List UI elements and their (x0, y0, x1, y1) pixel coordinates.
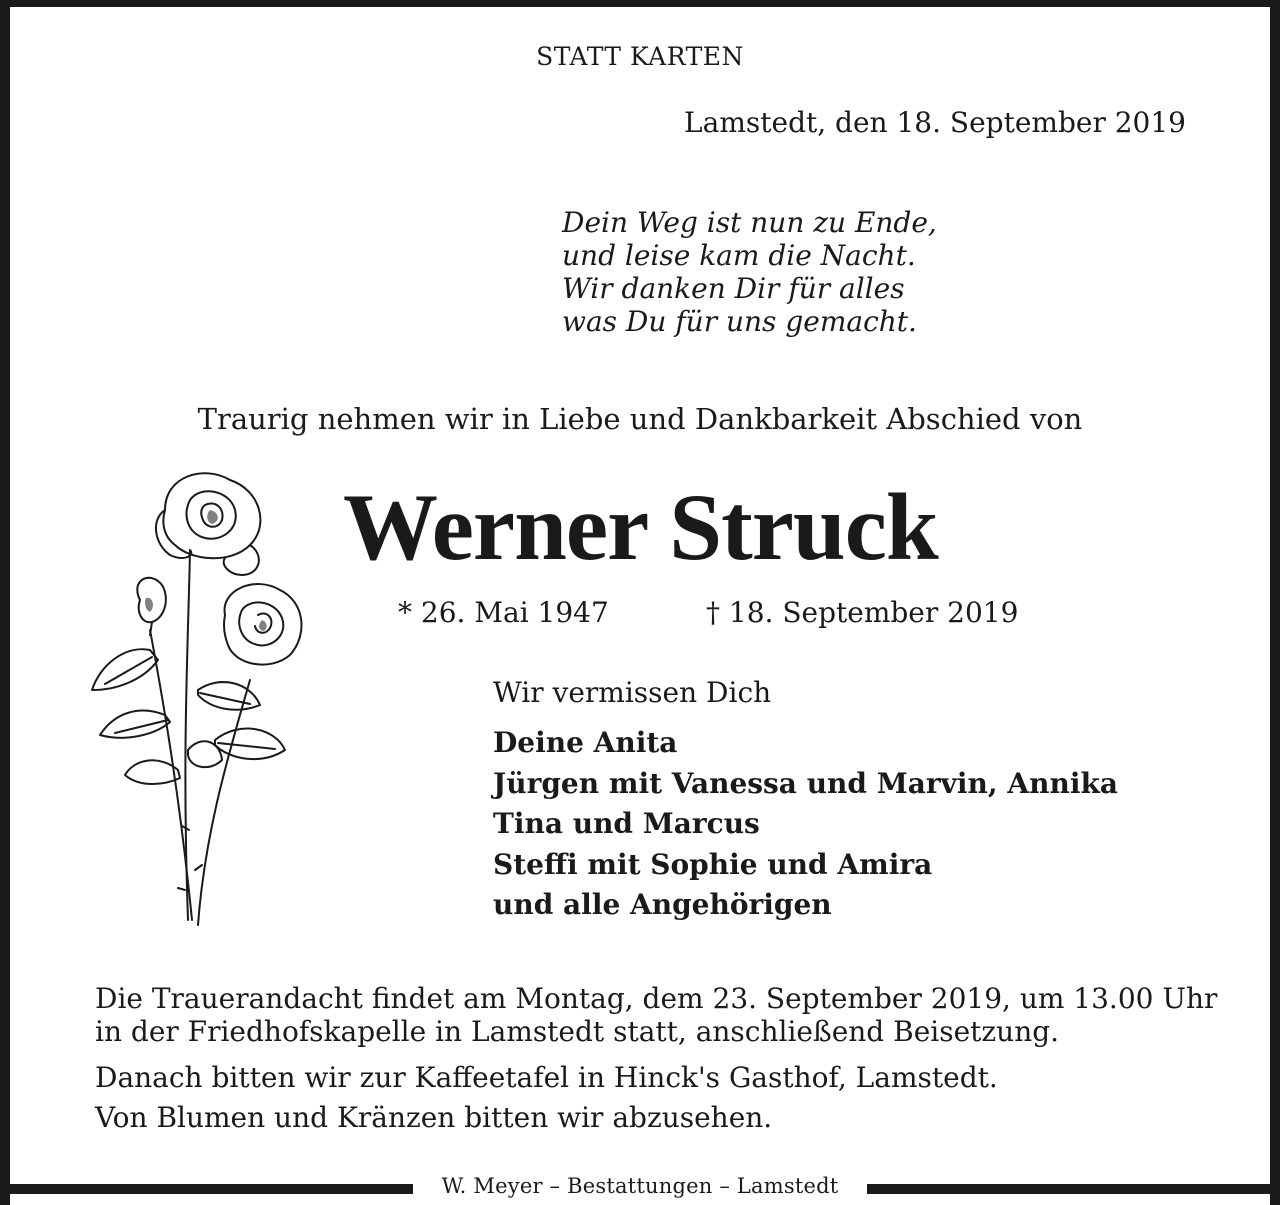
deceased-name: Werner Struck (343, 474, 938, 580)
rose-icon (70, 450, 320, 940)
mourner-name: und alle Angehörigen (493, 888, 832, 921)
place-date: Lamstedt, den 18. September 2019 (684, 106, 1186, 139)
birth-date: * 26. Mai 1947 (398, 596, 609, 629)
service-notice-line: Die Trauerandacht findet am Montag, dem 23. September 2019, um 13.00 Uhr (95, 982, 1218, 1015)
mourner-name: Jürgen mit Vanessa und Marvin, Annika (493, 766, 1118, 800)
service-notice (95, 982, 1217, 1134)
poem-line: und leise kam die Nacht. (562, 239, 916, 272)
funeral-home-footer: W. Meyer – Bestattungen – Lamstedt (441, 1174, 839, 1198)
mourner-name: Deine Anita (493, 726, 678, 759)
flowers-notice: Von Blumen und Kränzen bitten wir abzusehen. (95, 1101, 773, 1134)
death-date: † 18. September 2019 (706, 596, 1019, 629)
statt-karten-heading: STATT KARTEN (536, 42, 744, 71)
mourner-name: Tina und Marcus (493, 807, 760, 840)
mourners-list (493, 723, 1118, 926)
poem (562, 206, 937, 338)
service-notice-line: in der Friedhofskapelle in Lamstedt statt, anschließend Beisetzung. (95, 1015, 1060, 1048)
coffee-notice: Danach bitten wir zur Kaffeetafel in Hinck's Gasthof, Lamstedt. (95, 1061, 998, 1094)
mourner-name: Steffi mit Sophie und Amira (493, 847, 933, 881)
mourners-intro: Wir vermissen Dich (493, 676, 772, 709)
poem-line: Dein Weg ist nun zu Ende, (562, 206, 937, 239)
poem-line: was Du für uns gemacht. (562, 305, 917, 338)
poem-line: Wir danken Dir für alles (562, 272, 905, 305)
farewell-intro: Traurig nehmen wir in Liebe und Dankbarkeit Abschied von (197, 402, 1083, 436)
